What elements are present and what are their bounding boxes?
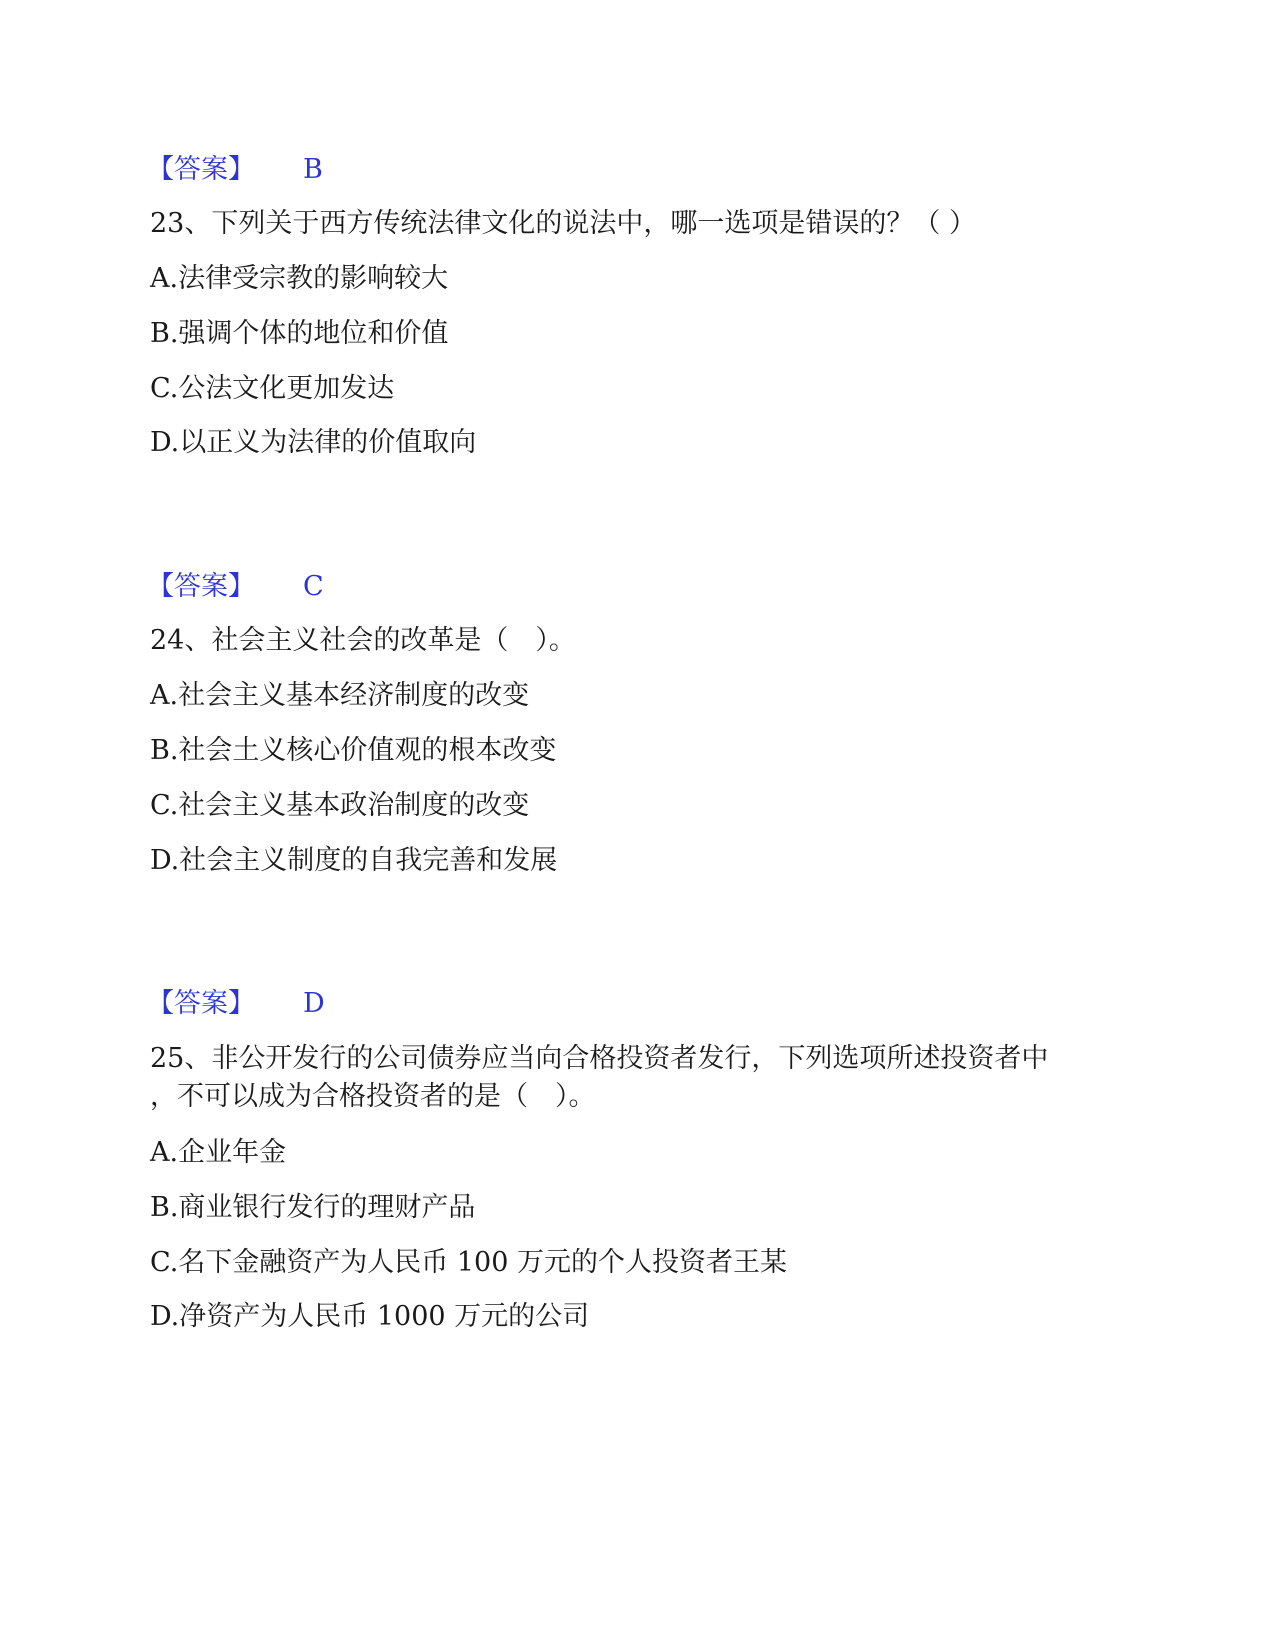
answer-tag: 【答案】 (147, 154, 255, 185)
answer-line (147, 570, 324, 604)
option-a: A.社会主义基本经济制度的改变 (150, 680, 530, 711)
option-a: A.企业年金 (150, 1137, 287, 1168)
option-a: A.法律受宗教的影响较大 (150, 263, 449, 294)
answer-tag: 【答案】 (147, 571, 255, 602)
option-d: D.社会主义制度的自我完善和发展 (150, 845, 558, 876)
option-b: B.商业银行发行的理财产品 (150, 1192, 476, 1223)
option-c: C.社会主义基本政治制度的改变 (150, 790, 530, 821)
question-text-line-1: 25、非公开发行的公司债券应当向合格投资者发行，下列选项所述投资者中 (150, 1043, 1049, 1074)
option-c: C.公法文化更加发达 (150, 373, 395, 404)
option-d: D.净资产为人民币 1000 万元的公司 (150, 1301, 590, 1332)
option-d: D.以正义为法律的价值取向 (150, 427, 477, 458)
answer-tag: 【答案】 (147, 988, 255, 1019)
answer-value: B (303, 154, 323, 185)
answer-value: D (303, 988, 325, 1019)
answer-line (147, 153, 323, 187)
answer-line (147, 987, 325, 1021)
question-text: 23、下列关于西方传统法律文化的说法中，哪一选项是错误的？（ ） (150, 208, 976, 239)
question-text-line-2: ，不可以成为合格投资者的是（ ）。 (150, 1081, 596, 1112)
answer-value: C (303, 571, 324, 602)
option-b: B.强调个体的地位和价值 (150, 318, 449, 349)
option-c: C.名下金融资产为人民币 100 万元的个人投资者王某 (150, 1247, 787, 1278)
question-text: 24、社会主义社会的改革是（ ）。 (150, 625, 576, 656)
option-b: B.社会土义核心价值观的根本改变 (150, 735, 557, 766)
